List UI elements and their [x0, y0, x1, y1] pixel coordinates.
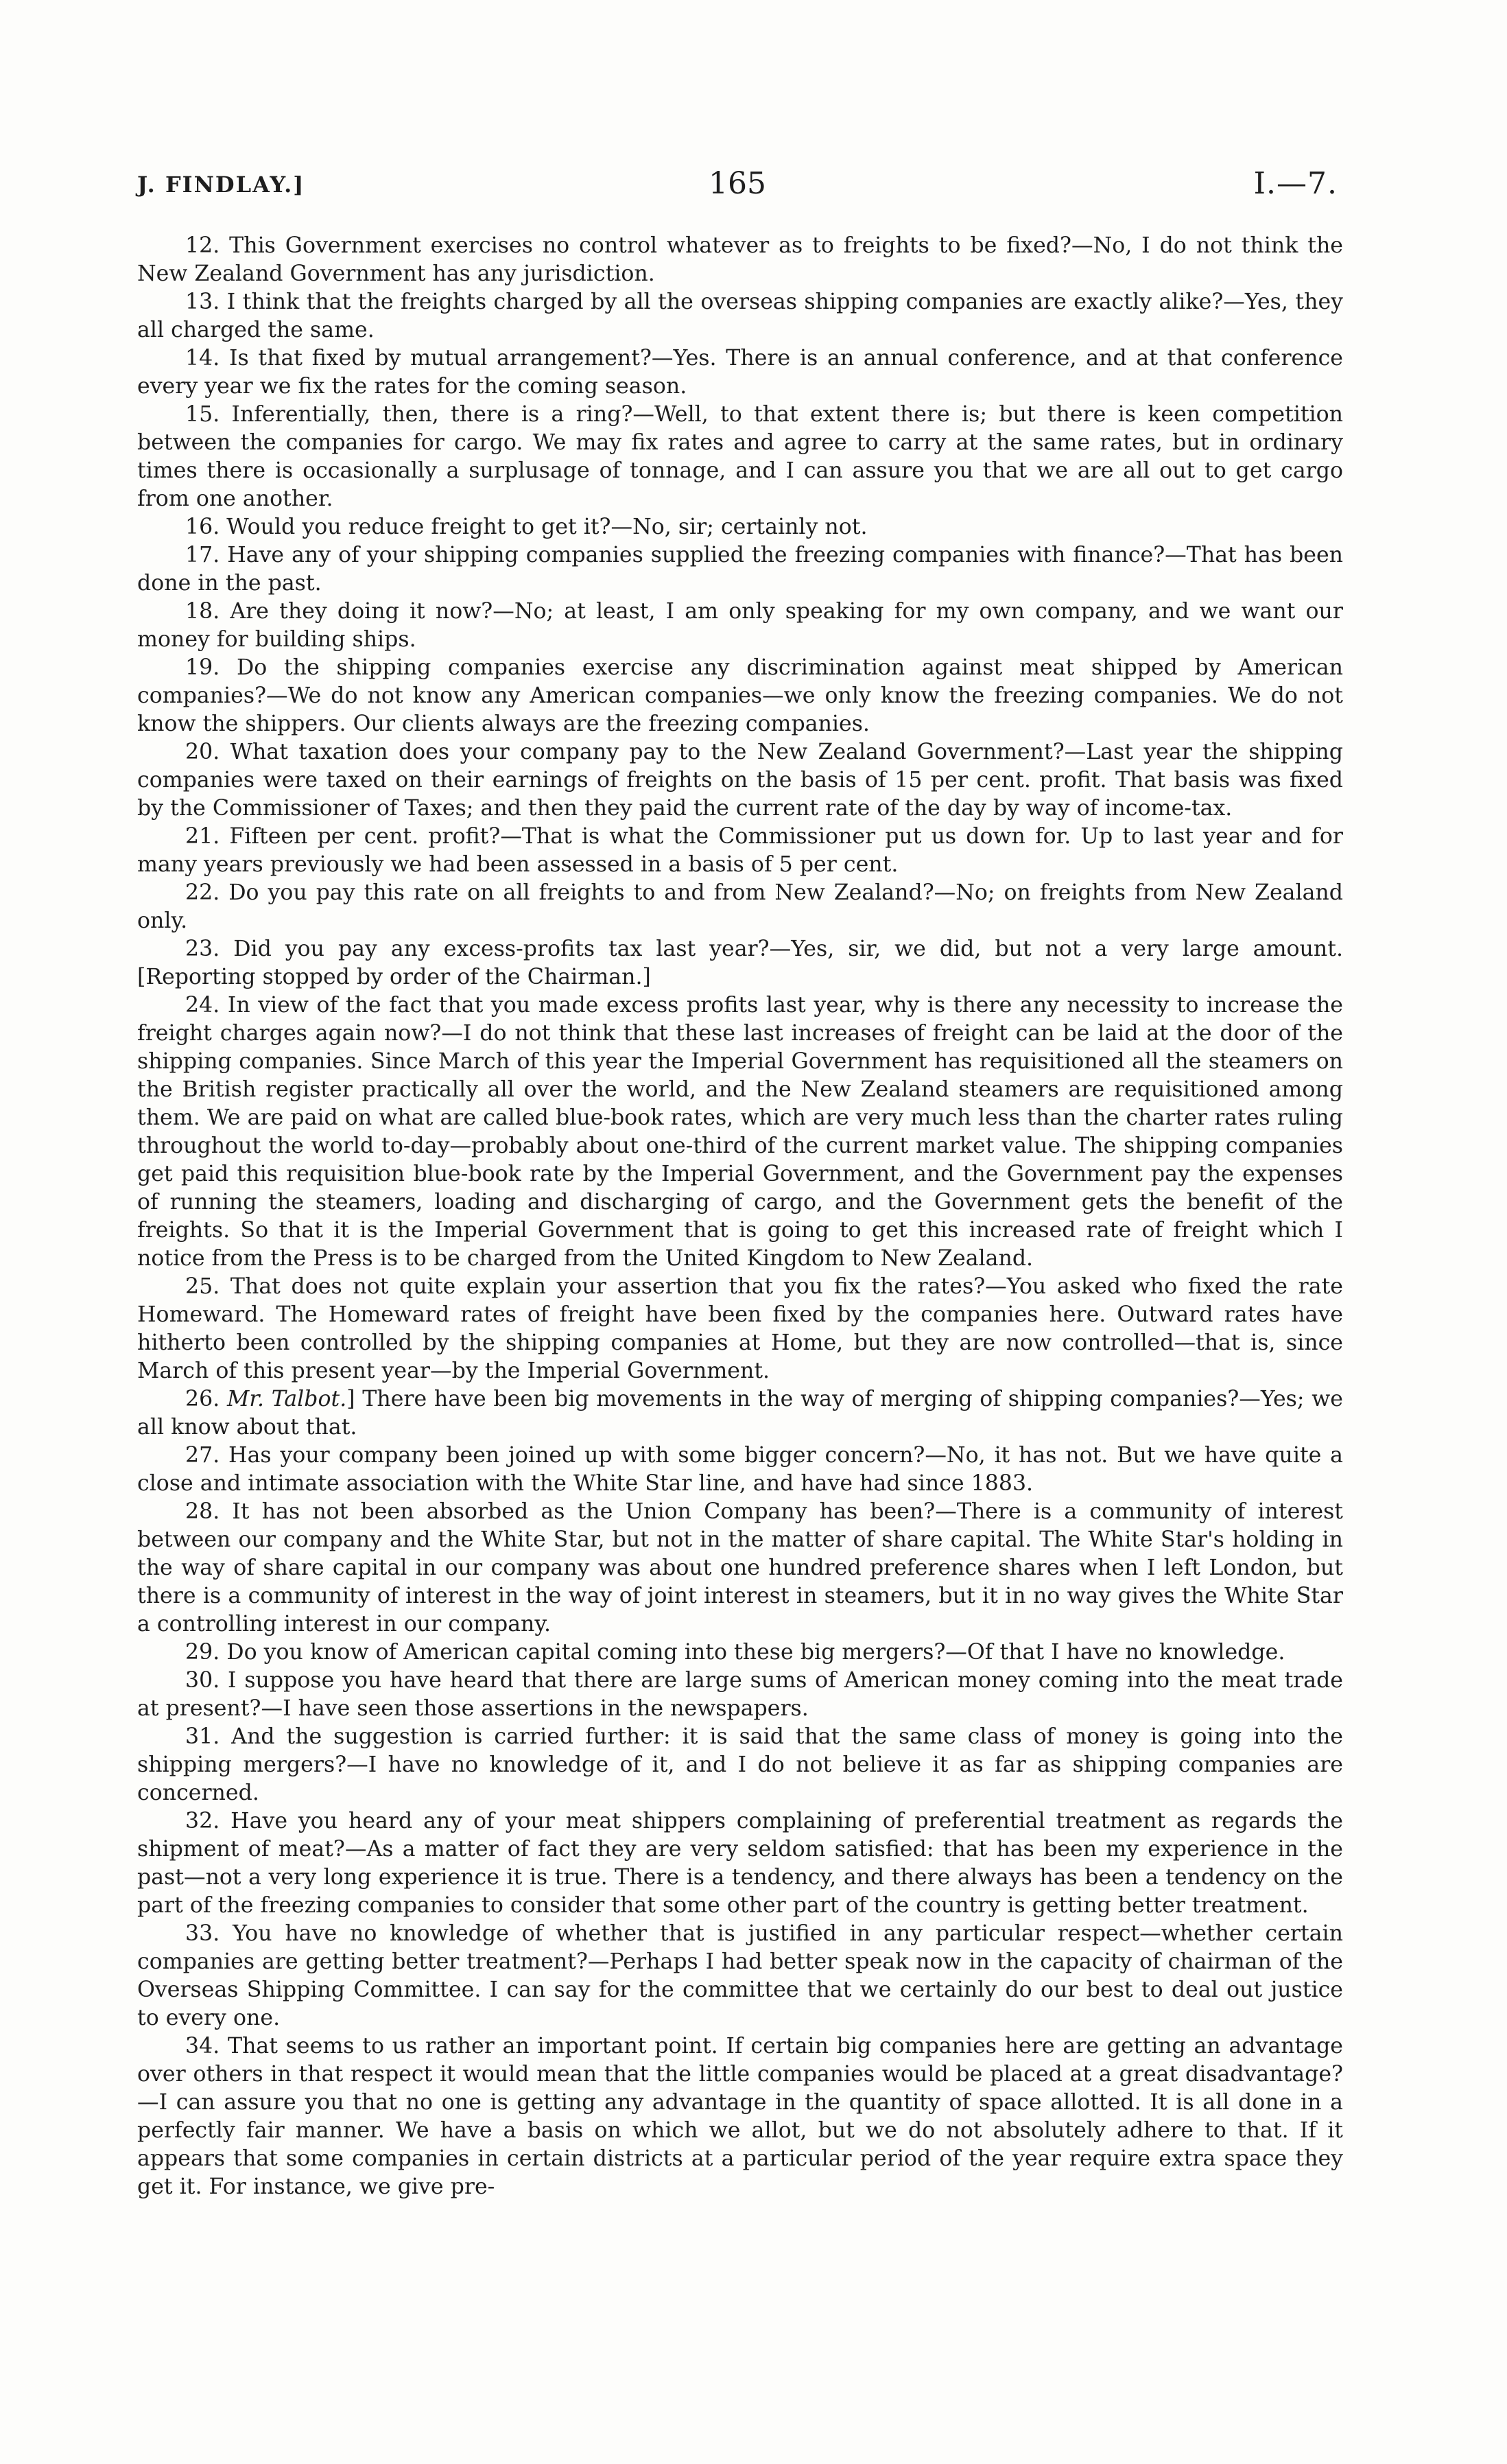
transcript-paragraph	[137, 992, 1343, 1273]
paragraph-text: 31. And the suggestion is carried further: it is said that the same class of money is going into the shipping mergers?—I have no knowledge of it, and I do not believe it as far as shipping companies are concerned.	[137, 1724, 1343, 1805]
transcript-paragraph	[137, 823, 1343, 879]
paragraph-text: 19. Do the shipping companies exercise any discrimination against meat shipped by American companies?—We do not know any American companies—we only know the freezing companies. We do not know the shippers. Our clients always are the freezing companies.	[137, 655, 1343, 736]
transcript-paragraph	[137, 1273, 1343, 1385]
transcript-paragraph	[137, 2032, 1343, 2201]
paragraph-text: 13. I think that the freights charged by all the overseas shipping companies are exactly alike?—Yes, they all charged the same.	[137, 290, 1343, 342]
transcript-paragraph	[137, 935, 1343, 992]
paragraph-text: 21. Fifteen per cent. profit?—That is what the Commissioner put us down for. Up to last year and for many years previously we had been assessed in a basis of 5 per cent.	[137, 824, 1343, 877]
document-reference: I.—7.	[1253, 166, 1338, 201]
transcript-paragraph	[137, 1639, 1343, 1667]
paragraph-text: 32. Have you heard any of your meat shippers complaining of preferential treatment as regards the shipment of meat?—As a matter of fact they are very seldom satisfied: that has been my experience in the past—not a very long experience it is true. There is a tendency, and there always has been a tendency on the part of the freezing companies to consider that some other part of the country is getting better treatment.	[137, 1809, 1343, 1918]
witness-name: J. FINDLAY.]	[137, 172, 305, 198]
paragraph-text: 14. Is that fixed by mutual arrangement?—Yes. There is an annual conference, and at that conference every year we fix the rates for the coming season.	[137, 346, 1343, 399]
transcript-paragraph	[137, 344, 1343, 401]
page-header	[137, 166, 1338, 207]
paragraph-text: 34. That seems to us rather an important point. If certain big companies here are getting an advantage over others in that respect it would mean that the little companies would be placed at a great disadvantage?—I can assure you that no one is getting any advantage in the quantity of space allotted. It is all done in a perfectly fair manner. We have a basis on which we allot, but we do not absolutely adhere to that. If it appears that some companies in certain districts at a particular period of the year require extra space they get it. For instance, we give pre-	[137, 2034, 1343, 2199]
paragraph-text: ] There have been big movements in the way of merging of shipping companies?—Yes; we all know about that.	[137, 1387, 1343, 1440]
transcript-paragraph	[137, 1442, 1343, 1498]
paragraph-text: 17. Have any of your shipping companies supplied the freezing companies with finance?—That has been done in the past.	[137, 543, 1343, 596]
paragraph-text: 33. You have no knowledge of whether that is justified in any particular respect—whether certain companies are getting better treatment?—Perhaps I had better speak now in the capacity of chairman of the Overseas Shipping Committee. I can say for the committee that we certainly do our best to deal out justice to every one.	[137, 1921, 1343, 2030]
transcript-paragraph	[137, 654, 1343, 738]
transcript-paragraph	[137, 879, 1343, 935]
transcript-paragraph	[137, 1920, 1343, 2032]
transcript-paragraph	[137, 513, 1343, 541]
transcript-paragraph	[137, 1498, 1343, 1639]
transcript-paragraph	[137, 232, 1343, 288]
paragraph-text: 18. Are they doing it now?—No; at least, I am only speaking for my own company, and we want our money for building ships.	[137, 599, 1343, 652]
paragraph-text: 24. In view of the fact that you made excess profits last year, why is there any necessity to increase the freight charges again now?—I do not think that these last increases of freight can be laid at the door of the shipping companies. Since March of this year the Imperial Government has requisitioned all the steamers on the British register practically all over the world, and the New Zealand steamers are requisitioned among them. We are paid on what are called blue-book rates, which are very much less than the charter rates ruling throughout the world to-day—probably about one-third of the current market value. The shipping companies get paid this requisition blue-book rate by the Imperial Government, and the Government pay the expenses of running the steamers, loading and discharging of cargo, and the Government gets the benefit of the freights. So that it is the Imperial Government that is going to get this increased rate of freight which I notice from the Press is to be charged from the United Kingdom to New Zealand.	[137, 993, 1343, 1271]
paragraph-text: 12. This Government exercises no control whatever as to freights to be fixed?—No, I do not think the New Zealand Government has any jurisdiction.	[137, 233, 1343, 286]
paragraph-text: 30. I suppose you have heard that there are large sums of American money coming into the meat trade at present?—I have seen those assertions in the newspapers.	[137, 1668, 1343, 1721]
paragraph-prefix: 26.	[185, 1387, 227, 1411]
transcript-paragraph	[137, 288, 1343, 344]
transcript-paragraph	[137, 1807, 1343, 1920]
paragraph-text: 29. Do you know of American capital coming into these big mergers?—Of that I have no knowledge.	[185, 1640, 1285, 1665]
transcript-paragraph	[137, 1723, 1343, 1807]
paragraph-text: 23. Did you pay any excess-profits tax last year?—Yes, sir, we did, but not a very large amount. [Reporting stopped by order of the Chairman.]	[137, 937, 1343, 989]
transcript-paragraph	[137, 541, 1343, 598]
paragraph-text: 25. That does not quite explain your assertion that you fix the rates?—You asked who fixed the rate Homeward. The Homeward rates of freight have been fixed by the companies here. Outward rates have hitherto been controlled by the shipping companies at Home, but they are now controlled—that is, since March of this present year—by the Imperial Government.	[137, 1274, 1343, 1383]
transcript-paragraph	[137, 738, 1343, 823]
paragraph-text: 28. It has not been absorbed as the Union Company has been?—There is a community of interest between our company and the White Star, but not in the matter of share capital. The White Star's holding in the way of share capital in our company was about one hundred preference shares when I left London, but there is a community of interest in the way of joint interest in steamers, but it in no way gives the White Star a controlling interest in our company.	[137, 1499, 1343, 1636]
paragraph-text: 27. Has your company been joined up with some bigger concern?—No, it has not. But we have quite a close and intimate association with the White Star line, and have had since 1883.	[137, 1443, 1343, 1496]
transcript-paragraph	[137, 1385, 1343, 1442]
paragraph-text: 15. Inferentially, then, there is a ring?—Well, to that extent there is; but there is keen competition between the companies for cargo. We may fix rates and agree to carry at the same rates, but in ordinary times there is occasionally a surplusage of tonnage, and I can assure you that we are all out to get cargo from one another.	[137, 402, 1343, 511]
transcript-body	[137, 232, 1343, 2201]
paragraph-text: 22. Do you pay this rate on all freights to and from New Zealand?—No; on freights from New Zealand only.	[137, 880, 1343, 933]
transcript-paragraph	[137, 401, 1343, 513]
speaker-name: Mr. Talbot.	[226, 1387, 347, 1411]
transcript-paragraph	[137, 1667, 1343, 1723]
transcript-paragraph	[137, 598, 1343, 654]
paragraph-text: 16. Would you reduce freight to get it?—No, sir; certainly not.	[185, 515, 868, 539]
paragraph-text: 20. What taxation does your company pay to the New Zealand Government?—Last year the shipping companies were taxed on their earnings of freights on the basis of 15 per cent. profit. That basis was fixed by the Commissioner of Taxes; and then they paid the current rate of the day by way of income-tax.	[137, 740, 1343, 821]
page-number: 165	[709, 166, 766, 201]
